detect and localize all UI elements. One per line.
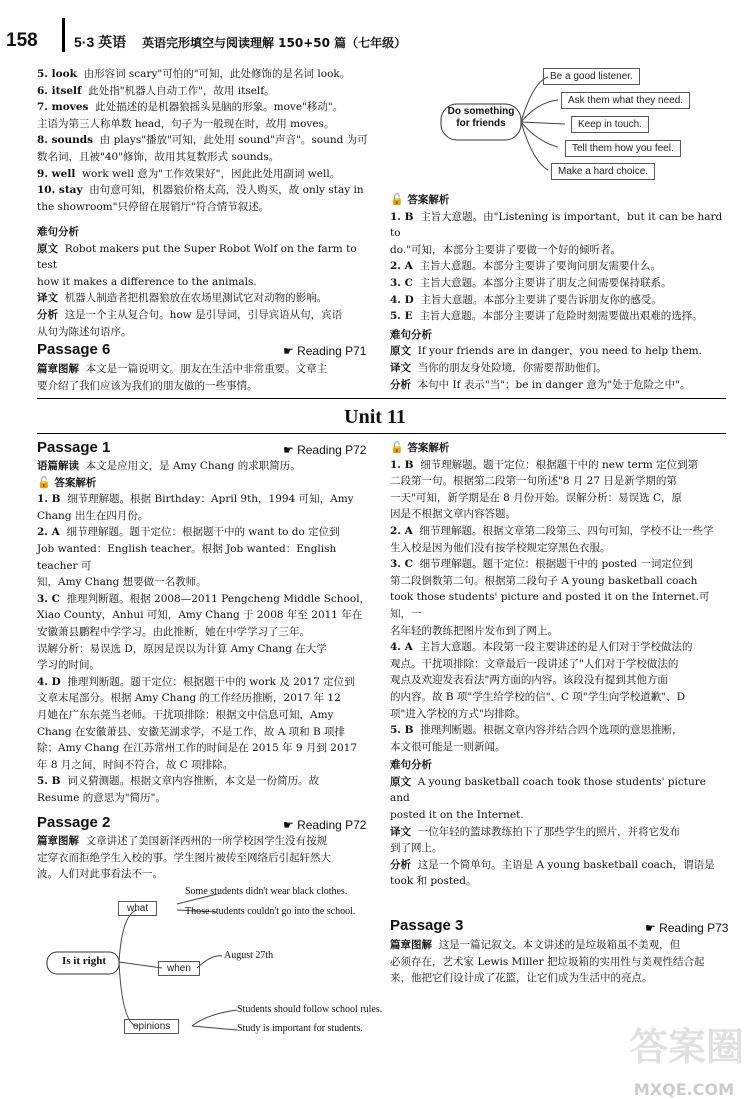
text-line: 观点。干扰项排除：文章最后一段讲述了"人们对于学校做法的 [390,657,679,670]
text-line: 安徽萧县鹏程中学学习。由此推断，她在中学学习了三年。 [37,625,310,638]
hand-pointer-icon: ☛ [283,818,298,832]
text-line: 从句为陈述句语序。 [37,325,132,338]
mindmap-leaf: Those students couldn't go into the school. [185,906,356,917]
unit-rule-top [37,398,726,399]
text-line: 分析 本句中 If 表示"当"；be in danger 意为"处于危险之中"。 [390,378,691,391]
text-line: 知，Amy Chang 想要做一名教师。 [37,576,207,589]
text-line: Resume 的意思为"简历"。 [37,791,166,804]
text-line: 6. itself 此处指"机器人自动工作"，故用 itself。 [37,84,275,97]
text-line: 4. D 推理判断题。题干定位：根据题干中的 work 及 2017 定位到 [37,675,355,688]
passage6-title: Passage 6 [37,341,111,358]
text-line: 因是不根据文章内容答题。 [390,508,516,521]
text-line: 译文 一位年轻的篮球教练拍下了那些学生的照片，并将它发布 [390,825,681,838]
hand-pointer-icon: ☛ [283,344,298,358]
text-line: how it makes a difference to the animals. [37,275,257,288]
mindmap-leaf: Students should follow school rules. [237,1004,383,1015]
text-line: 到了网上。 [390,842,443,855]
text-line: 3. C 细节理解题。题干定位：根据题干中的 posted 一词定位到 [390,558,693,571]
text-line: 1. B 主旨大意题。由"Listening is important，but it can be hard to [390,210,723,240]
mindmap-leaf: Study is important for students. [237,1023,363,1034]
text-line: took those students' picture and posted it on the Internet.可知，一 [390,591,710,620]
text-line: 年 8 月之间，时间不符合，故 C 项排除。 [37,758,234,771]
text-line: 一天"可知，新学期是在 8 月份开始。误解分析：易误选 C，原 [390,491,683,504]
passage1-body: 语篇解读 本文是应用文，是 Amy Chang 的求职简历。 🔓 答案解析 1. B 细节理解题。根据 Birthday：April 9th，1994 可知，Amy Chang 出生在四月份。 2. A 细节理解题。题干定位：根据题干中的 want to do 定位到 Job wanted：English teacher。根据 Job wanted：English teacher 可 知，Amy Chang 想要做一名教师。 3. C 推理判断题。根据 2008—2011 Pengcheng Middle School， Xiao County，Anhui 可知，Amy Chang 于 2008 年至 2011 年在 安徽萧县鹏程中学学习。由此推断，她在中学学习了三年。 误解分析：易误选 D，原因是误以为计算 Amy Chang 在大学 学习的时间。 4. D 推理判断题。题干定位：根据题干中的 work 及 2017 定位到 文章末尾部分。根据 Amy Chang 的工作经历推断，2017 年 12 月她在广东东莞当老师。干扰项排除：根据文中信息可知，Amy Chang 在安徽萧县、安徽芜湖求学，不是工作，故 A 项和 B 项排 除；Amy Chang 在江苏常州工作的时间是在 2015 年 9 月到 2017 年 8 月之间，时间不符合，故 C 项排除。 5. B 词义猜测题。根据文章内容推断，本文是一份简历。故 Resume 的意思为"简历"。 [37,458,377,806]
watermark-logo: 答案圈 [629,1025,744,1069]
mindmap-item: Make a hard choice. [551,163,655,180]
text-line: 4. D 主旨大意题。本部分主要讲了要告诉朋友你的感受。 [390,293,662,306]
text-line: 月她在广东东莞当老师。干扰项排除：根据文中信息可知，Amy [37,708,334,721]
mindmap-leaf: August 27th [224,950,274,961]
lock-icon: 🔓 [390,441,404,454]
text-line: 2. A 主旨大意题。本部分主要讲了要询问朋友需要什么。 [390,260,661,273]
book-title: 英语完形填空与阅读理解 150+50 篇（七年级） [142,36,407,50]
text-line: 3. C 推理判断题。根据 2008—2011 Pengcheng Middle School， [37,592,371,605]
right-top-answers: 🔓 答案解析 1. B 主旨大意题。由"Listening is important，but it can be hard to do."可知，本部分主要讲了要做一个好的倾听者。 2. A 主旨大意题。本部分主要讲了要询问朋友需要什么。 3. C 主旨大意题。本部分主要讲了朋友之间需要保持联系。 4. D 主旨大意题。本部分主要讲了要告诉朋友你的感受。 5. E 主旨大意题。本部分主要讲了危险时刻需要做出艰难的选择。 难句分析 原文 If your friends are in danger，you need to help them. 译文 当你的朋友身处险境，你需要帮助他们。 分析 本句中 If 表示"当"；be in danger 意为"处于危险之中"。 [390,192,726,393]
passage3-title: Passage 3 [390,917,464,934]
text-line: 5. look 由形容词 scary"可怕的"可知，此处修饰的是名词 look。 [37,68,351,80]
text-line: 7. moves 此处描述的是机器狼摇头晃脑的形象。move"移动"。 [37,101,344,114]
watermark-url: MXQE.COM [633,1080,734,1099]
text-line: 除；Amy Chang 在江苏常州工作的时间是在 2015 年 9 月到 2017 [37,742,357,755]
text-line: 2. A 细节理解题。根据文章第二段第三、四句可知，学校不让一些学 [390,524,714,537]
left-top-answers [37,66,377,215]
text-line: 3. C 主旨大意题。本部分主要讲了朋友之间需要保持联系。 [390,276,672,289]
text-line: 2. A 细节理解题。题干定位：根据题干中的 want to do 定位到 [37,526,340,539]
text-line: 本文很可能是一则新闻。 [390,740,506,753]
text-line: 原文 A young basketball coach took those students' picture and [390,775,706,805]
text-line: 名年轻的教练把图片发布到了网上。 [390,624,558,637]
mindmap-item: Keep in touch. [571,116,649,133]
text-line: 9. well work well 意为"工作效果好"，因此此处用副词 well。 [37,167,341,180]
lock-icon: 🔓 [37,475,51,489]
text-line: 的内容。故 B 项"学生给学校的信"、C 项"学生向学校道歉"、D [390,690,685,703]
text-line: 5. B 词义猜测题。根据文章内容推断，本文是一份简历。故 [37,775,320,788]
passage2-reading-ref: ☛ Reading P72 [283,818,367,832]
unit-rule-bottom [37,433,726,434]
passage6-reading-ref: ☛ Reading P71 [283,344,367,358]
text-line: 分析 这是一个简单句。主语是 A young basketball coach，谓语是 [390,858,715,871]
text-line: 第二段倒数第二句。根据第二段句子 A young basketball coach [390,574,698,587]
text-line: 观点及欢迎发表看法"两方面的内容。该段没有提到其他方面 [390,674,668,687]
hand-pointer-icon: ☛ [283,443,298,457]
text-line: 译文 机器人制造者把机器狼放在农场里测试它对动物的影响。 [37,292,328,305]
text-line: 二段第一句。根据第二段第一句所述"8 月 27 日是新学期的第 [390,475,677,488]
mindmap-branch-what: what [118,901,157,916]
mindmap-leaf: Some students didn't wear black clothes. [185,886,348,897]
header-divider [62,18,65,52]
text-line: Job wanted：English teacher。根据 Job wanted：English teacher 可 [37,542,337,572]
passage2-summary: 篇章图解 文章讲述了美国新泽西州的一所学校因学生没有按规 定穿衣而拒绝学生入校的事。学生图片被传至网络后引起轩然大 波。人们对此事看法不一。 [37,835,331,881]
mindmap-center-text: Is it right [62,955,106,967]
mindmap-center-text: Do something for friends [447,106,515,129]
text-line: posted it on the Internet. [390,809,524,822]
text-line: 5. E 主旨大意题。本部分主要讲了危险时刻需要做出艰难的选择。 [390,310,703,323]
text-line: Chang 出生在四月份。 [37,509,149,522]
text-line: 5. B 推理判断题。根据文章内容并结合四个选项的意思推断， [390,724,683,737]
mindmap-item: Be a good listener. [543,68,640,85]
passage6-summary: 篇章图解 本文是一篇说明文。朋友在生活中非常重要。文章主 要介绍了我们应该为我们的朋友做的一些事情。 [37,363,328,392]
mindmap-item: Tell them how you feel. [565,140,681,157]
lock-icon: 🔓 [390,193,404,206]
text-line: 原文 If your friends are in danger，you need to help them. [390,345,702,358]
text-line: took 和 posted。 [390,875,477,888]
text-line: 主语为第三人称单数 head，句子为一般现在时，故用 moves。 [37,117,335,130]
passage1-title: Passage 1 [37,439,111,456]
text-line: 译文 当你的朋友身处险境，你需要帮助他们。 [390,361,607,374]
passage1-reading-ref: ☛ Reading P72 [283,443,367,457]
text-line: the showroom"只停留在展销厅"符合情节叙述。 [37,200,270,213]
brand-label: 5·3 英语 [74,34,127,50]
passage2-title: Passage 2 [37,814,111,831]
mindmap-branch-when: when [158,961,200,976]
text-line: 原文 Robot makers put the Super Robot Wolf on the farm to test [37,242,357,272]
hand-pointer-icon: ☛ [645,921,660,935]
text-line: do."可知，本部分主要讲了要做一个好的倾听者。 [390,243,622,256]
right-mid-answers: 🔓 答案解析 1. B 细节理解题。题干定位：根据题干中的 new term 定位到第 二段第一句。根据第二段第一句所述"8 月 27 日是新学期的第 一天"可知，新学期是在 8 月份开始。误解分析：易误选 C，原 因是不根据文章内容答题。 2. A 细节理解题。根据文章第二段第三、四句可知，学校不让一些学 生入校是因为他们没有按学校规定穿黑色衣服。 3. C 细节理解题。题干定位：根据题干中的 posted 一词定位到 第二段倒数第二句。根据第二段句子 A young basketball coach took those students' picture and posted it on the Internet.可知，一 名年轻的教练把图片发布到了网上。 4. A 主旨大意题。本段第一段主要讲述的是人们对于学校做法的 观点。干扰项排除：文章最后一段讲述了"人们对于学校做法的 观点及欢迎发表看法"两方面的内容。该段没有提到其他方面 的内容。故 B 项"学生给学校的信"、C 项"学生向学校道歉"、D 项"进入学校的方式"均排除。 5. B 推理判断题。根据文章内容并结合四个选项的意思推断， 本文很可能是一则新闻。 难句分析 原文 A young basketball coach took those students' picture and posted it on the Internet. 译文 一位年轻的篮球教练拍下了那些学生的照片，并将它发布 到了网上。 分析 这是一个简单句。主语是 A young basketball coach，谓语是 took 和 posted。 [390,440,726,890]
text-line: 8. sounds 由 plays"播放"可知，此处用 sound"声音"。sound 为可 [37,134,368,147]
text-line: Chang 在安徽萧县、安徽芜湖求学，不是工作，故 A 项和 B 项排 [37,725,346,738]
text-line: 文章末尾部分。根据 Amy Chang 的工作经历推断，2017 年 12 [37,692,341,705]
mindmap-branch-opinions: opinions [124,1019,179,1034]
text-line: 4. A 主旨大意题。本段第一段主要讲述的是人们对于学校做法的 [390,641,693,654]
text-line: 10. stay 由句意可知，机器狼价格太高，没人购买，故 only stay in [37,184,364,197]
unit-heading: Unit 11 [344,406,406,428]
page-number: 158 [6,30,38,51]
mindmap-item: Ask them what they need. [561,92,690,109]
text-line: 分析 这是一个主从复合句。how 是引导词，引导宾语从句，宾语 [37,308,343,321]
text-line: 误解分析：易误选 D，原因是误以为计算 Amy Chang 在大学 [37,642,327,655]
text-line: 生入校是因为他们没有按学校规定穿黑色衣服。 [390,541,611,554]
difficult-title: 难句分析 [37,226,79,238]
text-line: 数名词，且被"40"修饰，故用其复数形式 sounds。 [37,150,280,163]
text-line: Xiao County，Anhui 可知，Amy Chang 于 2008 年至 2011 年在 [37,609,363,622]
left-difficult [37,224,377,340]
text-line: 1. B 细节理解题。题干定位：根据题干中的 new term 定位到第 [390,458,699,471]
text-line: 学习的时间。 [37,659,100,672]
text-line: 项"进入学校的方式"均排除。 [390,707,526,720]
text-line: 1. B 细节理解题。根据 Birthday：April 9th，1994 可知，Amy [37,493,354,506]
passage3-reading-ref: ☛ Reading P73 [645,921,729,935]
passage3-summary: 篇章图解 这是一篇记叙文。本文讲述的是垃圾箱虽不美观，但 必须存在，艺术家 Lewis Miller 把垃圾箱的实用性与美观性结合起 来，他把它们设计成了花篮，让它们成为生活中的亮点。 [390,939,705,985]
